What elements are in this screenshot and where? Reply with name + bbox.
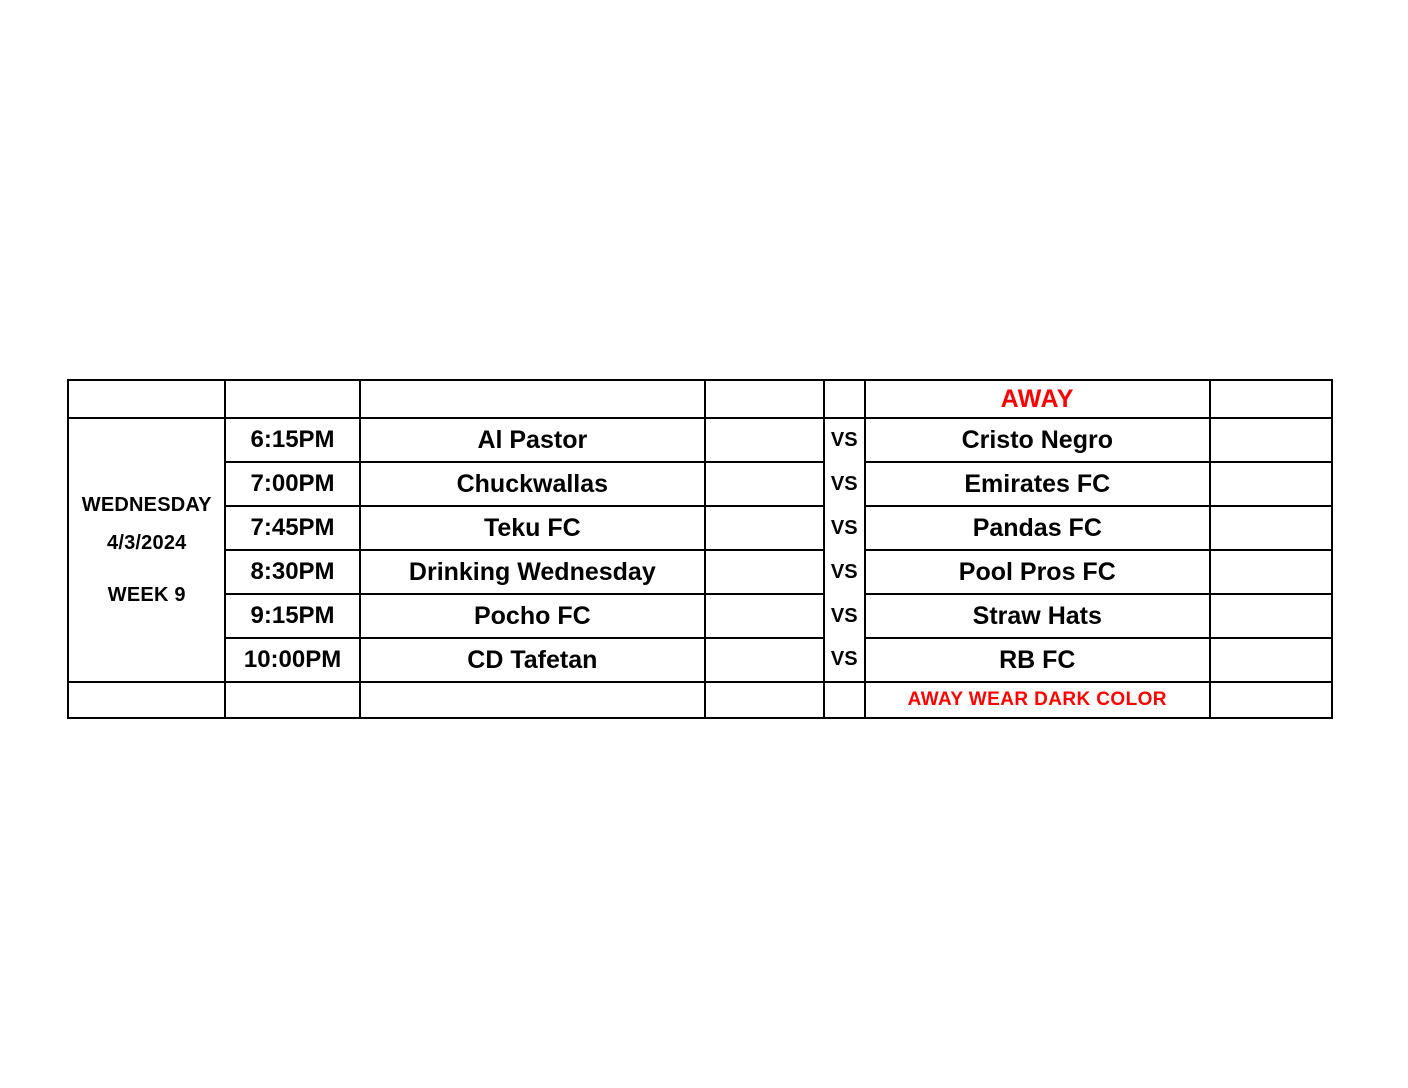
table-row bbox=[68, 506, 1332, 550]
table-footer-row bbox=[68, 682, 1332, 718]
table-row bbox=[68, 462, 1332, 506]
away-team: Straw Hats bbox=[865, 594, 1210, 638]
game-time: 10:00PM bbox=[225, 638, 359, 682]
game-schedule-table bbox=[67, 379, 1333, 719]
away-header-label: AWAY bbox=[1000, 384, 1074, 413]
header-blank-vs bbox=[824, 380, 865, 418]
away-score bbox=[1210, 638, 1332, 682]
home-team: CD Tafetan bbox=[360, 638, 705, 682]
table-row bbox=[68, 638, 1332, 682]
vs-label: VS bbox=[824, 462, 865, 506]
daycell-spacer bbox=[71, 562, 222, 576]
header-blank-day bbox=[68, 380, 225, 418]
header-away-cell bbox=[865, 380, 1210, 418]
home-score bbox=[705, 418, 824, 462]
home-uniform-note: HOME WEARS LIGHT COLOR bbox=[393, 689, 672, 710]
vs-label: VS bbox=[824, 418, 865, 462]
game-time: 7:00PM bbox=[225, 462, 359, 506]
home-score bbox=[705, 594, 824, 638]
day-label: WEDNESDAY bbox=[81, 494, 212, 516]
away-team: RB FC bbox=[865, 638, 1210, 682]
home-team: Teku FC bbox=[360, 506, 705, 550]
away-score bbox=[1210, 418, 1332, 462]
table-row bbox=[68, 550, 1332, 594]
away-score bbox=[1210, 506, 1332, 550]
home-score bbox=[705, 638, 824, 682]
home-header-label: HOME bbox=[493, 384, 571, 413]
vs-label: VS bbox=[824, 506, 865, 550]
home-team: Chuckwallas bbox=[360, 462, 705, 506]
home-team: Al Pastor bbox=[360, 418, 705, 462]
home-team: Drinking Wednesday bbox=[360, 550, 705, 594]
away-score bbox=[1210, 462, 1332, 506]
week-label: WEEK 9 bbox=[107, 584, 186, 606]
table-row bbox=[68, 418, 1332, 462]
game-time: 6:15PM bbox=[225, 418, 359, 462]
home-score bbox=[705, 550, 824, 594]
game-time: 7:45PM bbox=[225, 506, 359, 550]
home-score bbox=[705, 506, 824, 550]
footer-blank-time bbox=[225, 682, 359, 718]
table-header-row bbox=[68, 380, 1332, 418]
day-date-week-cell bbox=[68, 418, 225, 682]
footer-away-note-cell bbox=[865, 682, 1210, 718]
vs-label: VS bbox=[824, 594, 865, 638]
vs-label: VS bbox=[824, 550, 865, 594]
away-score bbox=[1210, 594, 1332, 638]
footer-blank-vs bbox=[824, 682, 865, 718]
away-team: Pool Pros FC bbox=[865, 550, 1210, 594]
away-team: Emirates FC bbox=[865, 462, 1210, 506]
home-team: Pocho FC bbox=[360, 594, 705, 638]
date-label: 4/3/2024 bbox=[107, 532, 187, 554]
footer-blank-away-score bbox=[1210, 682, 1332, 718]
header-home-cell bbox=[360, 380, 705, 418]
table-row bbox=[68, 594, 1332, 638]
footer-blank-day bbox=[68, 682, 225, 718]
header-blank-time bbox=[225, 380, 359, 418]
away-team: Cristo Negro bbox=[865, 418, 1210, 462]
away-team: Pandas FC bbox=[865, 506, 1210, 550]
schedule-container bbox=[67, 379, 1333, 719]
game-time: 8:30PM bbox=[225, 550, 359, 594]
footer-blank-home-score bbox=[705, 682, 824, 718]
header-blank-home-score bbox=[705, 380, 824, 418]
game-time: 9:15PM bbox=[225, 594, 359, 638]
vs-label: VS bbox=[824, 638, 865, 682]
home-score bbox=[705, 462, 824, 506]
footer-home-note-cell bbox=[360, 682, 705, 718]
away-uniform-note: AWAY WEAR DARK COLOR bbox=[907, 689, 1167, 710]
away-score bbox=[1210, 550, 1332, 594]
header-blank-away-score bbox=[1210, 380, 1332, 418]
